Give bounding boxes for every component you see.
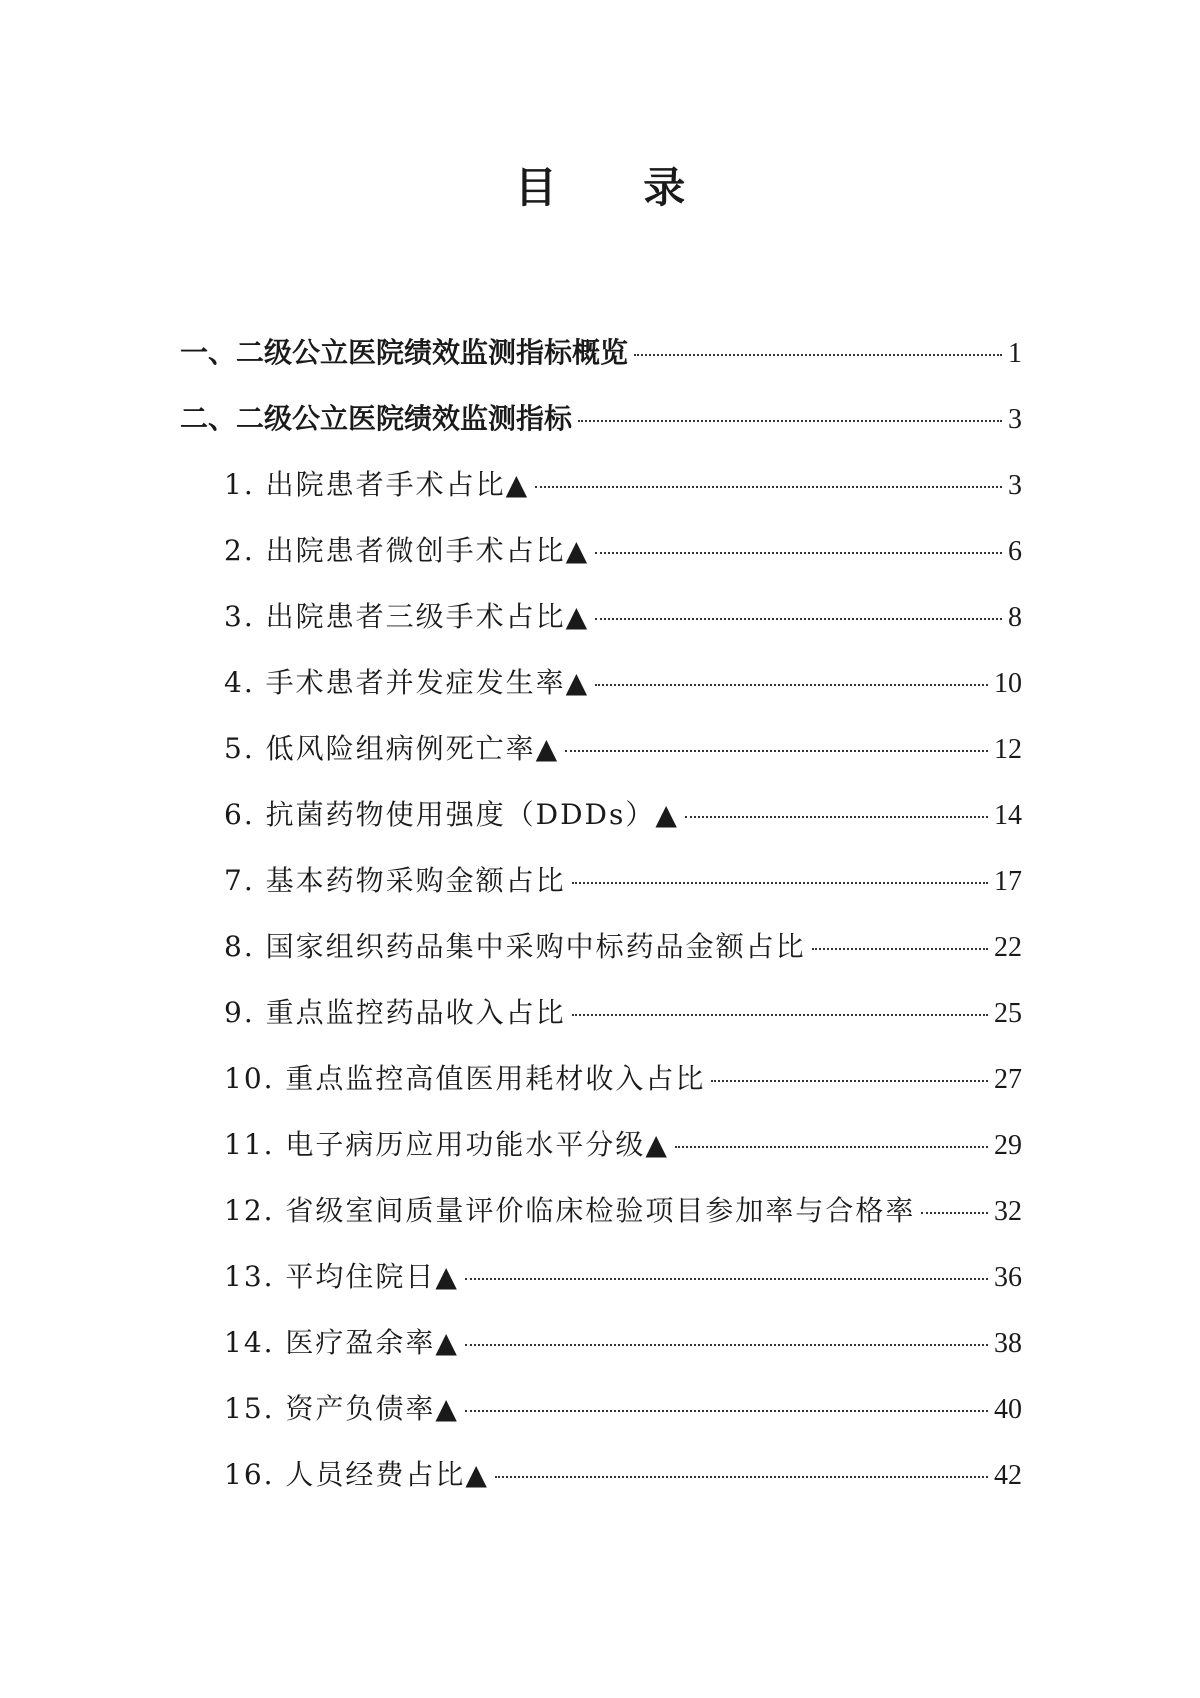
toc-leader-dots — [711, 1080, 988, 1082]
toc-entry-label: 7. 基本药物采购金额占比 — [224, 864, 566, 897]
toc-leader-dots — [595, 684, 988, 686]
toc-entry-label: 8. 国家组织药品集中采购中标药品金额占比 — [224, 930, 806, 963]
toc-entry-page: 3 — [1008, 404, 1022, 435]
toc-entry[interactable] — [180, 1257, 1022, 1323]
toc-leader-dots — [572, 882, 988, 884]
toc-leader-dots — [572, 1014, 988, 1016]
toc-entry-page: 17 — [994, 866, 1022, 897]
toc-leader-dots — [685, 816, 988, 818]
toc-entry-page: 25 — [994, 998, 1022, 1029]
toc-entry-label: 2. 出院患者微创手术占比▲ — [224, 534, 590, 567]
toc-entry[interactable] — [180, 597, 1022, 663]
toc-entry-page: 27 — [994, 1064, 1022, 1095]
toc-entry-page: 22 — [994, 932, 1022, 963]
toc-entry[interactable] — [180, 663, 1022, 729]
toc-entry-label: 5. 低风险组病例死亡率▲ — [224, 732, 560, 765]
toc-entry-label: 1. 出院患者手术占比▲ — [224, 468, 530, 501]
toc-leader-dots — [535, 486, 1002, 488]
toc-entry[interactable] — [180, 729, 1022, 795]
toc-entry-label: 二、二级公立医院绩效监测指标 — [180, 402, 573, 435]
toc-entry-label: 4. 手术患者并发症发生率▲ — [224, 666, 590, 699]
toc-entry-page: 6 — [1008, 536, 1022, 567]
toc-entry[interactable] — [180, 1191, 1022, 1257]
toc-entry-label: 9. 重点监控药品收入占比 — [224, 996, 566, 1029]
toc-leader-dots — [634, 354, 1002, 356]
toc-entry[interactable] — [180, 993, 1022, 1059]
toc-entry-label: 15. 资产负债率▲ — [224, 1392, 459, 1425]
toc-entry-label: 6. 抗菌药物使用强度（DDDs）▲ — [224, 798, 679, 831]
toc-entry-page: 36 — [994, 1262, 1022, 1293]
toc-leader-dots — [595, 552, 1002, 554]
toc-leader-dots — [921, 1212, 988, 1214]
toc-entry[interactable] — [180, 1455, 1022, 1521]
toc-leader-dots — [812, 948, 988, 950]
toc-entry[interactable] — [180, 333, 1022, 399]
toc-entry-page: 29 — [994, 1130, 1022, 1161]
toc-leader-dots — [675, 1146, 988, 1148]
table-of-contents — [180, 333, 1022, 1521]
toc-entry[interactable] — [180, 1389, 1022, 1455]
toc-entry[interactable] — [180, 1323, 1022, 1389]
toc-entry-label: 10. 重点监控高值医用耗材收入占比 — [224, 1062, 706, 1095]
toc-entry-page: 12 — [994, 734, 1022, 765]
toc-entry-page: 10 — [994, 668, 1022, 699]
toc-entry-page: 14 — [994, 800, 1022, 831]
toc-entry-label: 13. 平均住院日▲ — [224, 1260, 459, 1293]
toc-entry-label: 12. 省级室间质量评价临床检验项目参加率与合格率 — [224, 1194, 916, 1227]
toc-entry[interactable] — [180, 531, 1022, 597]
toc-entry-page: 38 — [994, 1328, 1022, 1359]
toc-entry-page: 42 — [994, 1460, 1022, 1491]
toc-entry-page: 3 — [1008, 470, 1022, 501]
toc-leader-dots — [465, 1278, 988, 1280]
toc-leader-dots — [495, 1476, 988, 1478]
toc-entry[interactable] — [180, 861, 1022, 927]
toc-leader-dots — [595, 618, 1002, 620]
toc-entry-page: 32 — [994, 1196, 1022, 1227]
toc-entry-page: 40 — [994, 1394, 1022, 1425]
toc-leader-dots — [465, 1344, 988, 1346]
toc-entry-label: 14. 医疗盈余率▲ — [224, 1326, 459, 1359]
toc-entry-page: 1 — [1008, 338, 1022, 369]
toc-entry[interactable] — [180, 795, 1022, 861]
toc-entry-label: 16. 人员经费占比▲ — [224, 1458, 489, 1491]
toc-entry-label: 3. 出院患者三级手术占比▲ — [224, 600, 590, 633]
toc-entry[interactable] — [180, 1125, 1022, 1191]
toc-leader-dots — [465, 1410, 988, 1412]
toc-entry[interactable] — [180, 399, 1022, 465]
toc-entry-label: 一、二级公立医院绩效监测指标概览 — [180, 336, 629, 369]
toc-leader-dots — [565, 750, 988, 752]
toc-entry-label: 11. 电子病历应用功能水平分级▲ — [224, 1128, 669, 1161]
toc-entry[interactable] — [180, 1059, 1022, 1125]
toc-entry-page: 8 — [1008, 602, 1022, 633]
toc-entry[interactable] — [180, 927, 1022, 993]
toc-leader-dots — [578, 420, 1002, 422]
page-title: 目 录 — [514, 163, 722, 212]
toc-entry[interactable] — [180, 465, 1022, 531]
